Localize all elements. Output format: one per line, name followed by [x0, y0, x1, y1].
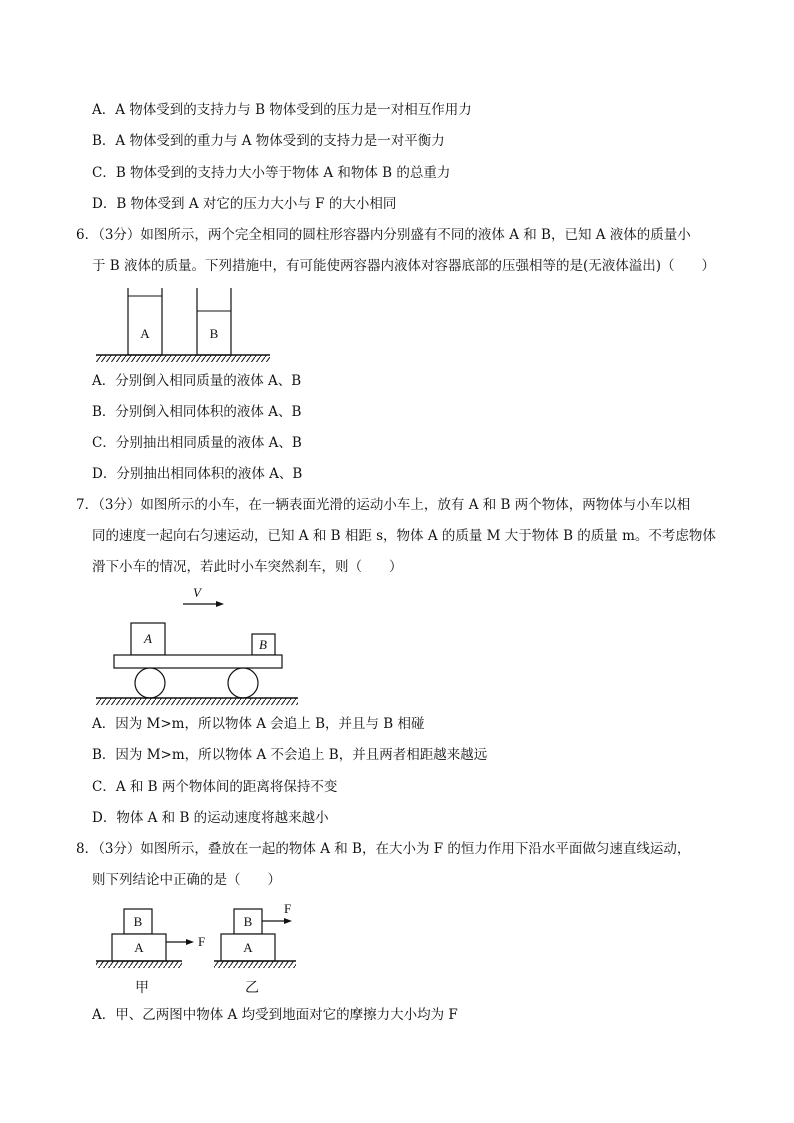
- q8-yi-force-arrowhead: [284, 918, 292, 924]
- q6-option-d: D．分别抽出相同体积的液体 A、B: [92, 466, 303, 482]
- q7-stem-line1: 7．（3分）如图所示的小车，在一辆表面光滑的运动小车上，放有 A 和 B 两个物体，两物体与小车以相: [76, 497, 691, 513]
- q6-option-c: C．分别抽出相同质量的液体 A、B: [92, 435, 302, 451]
- q8-jia-force-label: F: [198, 934, 206, 949]
- q6-label-a: A: [140, 326, 150, 341]
- q5-option-b: B．A 物体受到的重力与 A 物体受到的支持力是一对平衡力: [92, 133, 445, 149]
- q7-option-b: B．因为 M>m，所以物体 A 不会追上 B，并且两者相距越来越远: [92, 747, 488, 763]
- q8-jia-label-a: A: [134, 940, 144, 955]
- q5-option-d: D．B 物体受到 A 对它的压力大小与 F 的大小相同: [92, 196, 397, 212]
- q7-stem-line3: 滑下小车的情况，若此时小车突然刹车，则（ ）: [92, 559, 403, 575]
- q7-velocity-label: V: [193, 585, 201, 600]
- q8-stem-line1: 8．（3分）如图所示，叠放在一起的物体 A 和 B，在大小为 F 的恒力作用下沿水平面做匀速直线运动，: [76, 841, 691, 857]
- q8-option-a: A．甲、乙两图中物体 A 均受到地面对它的摩擦力大小均为 F: [92, 1007, 458, 1023]
- q7-label-b: B: [259, 637, 267, 652]
- q7-stem-line2: 同的速度一起向右匀速运动，已知 A 和 B 相距 s，物体 A 的质量 M 大于物体 B 的质量 m。不考虑物体: [92, 528, 716, 544]
- q8-stem-line2: 则下列结论中正确的是（ ）: [92, 872, 281, 888]
- q6-stem-line2: 于 B 液体的质量。下列措施中，有可能使两容器内液体对容器底部的压强相等的是(无液体溢出)（ ）: [92, 258, 716, 274]
- q7-option-d: D．物体 A 和 B 的运动速度将越来越小: [92, 810, 329, 826]
- q5-option-c: C．B 物体受到的支持力大小等于物体 A 和物体 B 的总重力: [92, 165, 451, 181]
- q8-yi-label-a: A: [243, 940, 253, 955]
- q8-yi-label-b: B: [243, 914, 253, 929]
- q6-option-a: A．分别倒入相同质量的液体 A、B: [92, 373, 302, 389]
- q7-option-c: C．A 和 B 两个物体间的距离将保持不变: [92, 779, 338, 795]
- q6-stem-line1: 6．（3分）如图所示，两个完全相同的圆柱形容器内分别盛有不同的液体 A 和 B，已知 A 液体的质量小: [76, 227, 691, 243]
- q8-jia-caption: 甲: [135, 981, 149, 996]
- q7-option-a: A．因为 M>m，所以物体 A 会追上 B，并且与 B 相碰: [92, 716, 425, 732]
- q8-jia-force-arrowhead: [186, 939, 194, 945]
- q8-jia-ground-hatch: [96, 961, 182, 968]
- q7-label-a: A: [144, 631, 152, 646]
- q8-jia-label-b: B: [133, 914, 143, 929]
- q6-option-b: B．分别倒入相同体积的液体 A、B: [92, 404, 302, 420]
- q8-yi-caption: 乙: [245, 981, 259, 996]
- q8-yi-force-label: F: [284, 901, 292, 916]
- q5-option-a: A．A 物体受到的支持力与 B 物体受到的压力是一对相互作用力: [92, 102, 472, 118]
- q8-yi-ground-hatch: [214, 961, 296, 968]
- q6-label-b: B: [209, 326, 219, 341]
